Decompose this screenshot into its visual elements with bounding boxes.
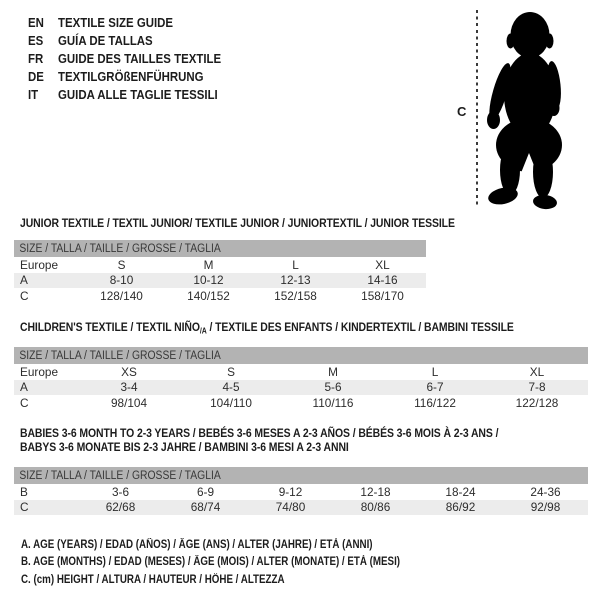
size-table-cell: 62/68 bbox=[105, 500, 136, 515]
size-table-cell: 6-9 bbox=[196, 484, 215, 499]
language-row bbox=[28, 49, 243, 67]
size-table-row bbox=[14, 364, 588, 380]
size-table-cell: 80/86 bbox=[360, 500, 391, 515]
baby-silhouette-icon bbox=[483, 10, 569, 210]
language-code: ES bbox=[28, 32, 44, 48]
size-table-cell: 92/98 bbox=[530, 500, 561, 515]
size-table-cell: 68/74 bbox=[190, 500, 221, 515]
size-table-cell: 3-6 bbox=[111, 484, 130, 499]
size-table-cell: 9-12 bbox=[278, 484, 303, 499]
size-table-header bbox=[14, 240, 426, 257]
size-table-row bbox=[14, 273, 426, 289]
size-table-row bbox=[14, 484, 588, 500]
section-title-text: JUNIOR TEXTILE / TEXTIL JUNIOR/ TEXTILE JUNIOR / JUNIORTEXTIL / JUNIOR TESSILE bbox=[20, 216, 455, 230]
language-label: TEXTILGRÖßENFÜHRUNG bbox=[58, 69, 204, 85]
figure-height-label: C bbox=[457, 104, 467, 119]
size-table-cell: 8-10 bbox=[109, 273, 134, 288]
language-label: GUÍA DE TALLAS bbox=[58, 32, 153, 48]
section-title bbox=[20, 321, 514, 338]
size-table-cell: 98/104 bbox=[110, 395, 148, 410]
size-table-cell: 110/116 bbox=[312, 395, 354, 410]
size-table-row bbox=[14, 380, 588, 396]
size-table-cell: 12-18 bbox=[360, 484, 391, 499]
section-title-text: /A bbox=[199, 326, 207, 336]
size-table-cell: 152/158 bbox=[274, 288, 317, 303]
row-label: C bbox=[20, 500, 29, 515]
language-row bbox=[28, 68, 243, 86]
size-table-row bbox=[14, 288, 426, 304]
size-table-cell: S bbox=[117, 257, 126, 272]
language-row bbox=[28, 31, 243, 49]
size-table-cell: XS bbox=[121, 364, 137, 379]
language-row bbox=[28, 13, 243, 31]
language-code: DE bbox=[28, 69, 44, 85]
size-table-cell: 74/80 bbox=[275, 500, 306, 515]
size-table-row bbox=[14, 257, 426, 273]
row-label: Europe bbox=[20, 364, 59, 379]
row-label: A bbox=[20, 273, 28, 288]
size-table-cell: 128/140 bbox=[100, 288, 143, 303]
section-title bbox=[20, 217, 455, 231]
language-label: GUIDA ALLE TAGLIE TESSILI bbox=[58, 87, 218, 103]
language-list bbox=[28, 13, 243, 104]
language-label: TEXTILE SIZE GUIDE bbox=[58, 14, 174, 30]
size-table-cell: 86/92 bbox=[445, 500, 476, 515]
size-table-header bbox=[14, 467, 588, 484]
size-table-header-label: SIZE / TALLA / TAILLE / GRÖSSE / TAGLIA bbox=[19, 349, 221, 362]
size-table-cell: 24-36 bbox=[530, 484, 561, 499]
size-table-cell: 18-24 bbox=[445, 484, 476, 499]
legend-item: B. AGE (MONTHS) / EDAD (MESES) / ÂGE (MOIS) / ALTER (MONATE) / ETÀ (MESI) bbox=[21, 556, 401, 569]
size-table bbox=[14, 240, 426, 304]
size-table-cell: 12-13 bbox=[280, 273, 311, 288]
row-label: A bbox=[20, 380, 28, 395]
row-label: C bbox=[20, 288, 29, 303]
language-code: EN bbox=[28, 14, 44, 30]
size-table-cell: 140/152 bbox=[187, 288, 230, 303]
size-table bbox=[14, 347, 588, 411]
size-table-cell: M bbox=[328, 364, 338, 379]
size-table-cell: 158/170 bbox=[361, 288, 404, 303]
size-table-cell: 4-5 bbox=[222, 380, 240, 395]
size-table-header-label: SIZE / TALLA / TAILLE / GRÖSSE / TAGLIA bbox=[19, 469, 221, 482]
legend-item: A. AGE (YEARS) / EDAD (AÑOS) / ÂGE (ANS) / ALTER (JAHRE) / ETÀ (ANNI) bbox=[21, 539, 373, 551]
size-table-cell: M bbox=[203, 257, 214, 272]
size-table bbox=[14, 467, 588, 515]
section-title-text: / TEXTILE DES ENFANTS / KINDERTEXTIL / BAMBINI TESSILE bbox=[206, 320, 514, 334]
language-code: IT bbox=[28, 87, 39, 103]
size-table-row bbox=[14, 500, 588, 516]
size-table-cell: L bbox=[431, 364, 439, 379]
language-label: GUIDE DES TAILLES TEXTILE bbox=[58, 50, 222, 66]
size-table-cell: 6-7 bbox=[426, 380, 444, 395]
size-table-header bbox=[14, 347, 588, 364]
section-title-text: CHILDREN'S TEXTILE / TEXTIL NIÑO bbox=[20, 320, 200, 334]
size-table-cell: XL bbox=[375, 257, 390, 272]
size-table-cell: 7-8 bbox=[528, 380, 546, 395]
legend bbox=[21, 537, 467, 589]
size-table-row bbox=[14, 395, 588, 411]
size-table-cell: L bbox=[292, 257, 299, 272]
size-table-cell: 5-6 bbox=[324, 380, 342, 395]
size-table-cell: 104/110 bbox=[210, 395, 252, 410]
row-label: B bbox=[20, 484, 28, 499]
size-table-cell: 116/122 bbox=[414, 395, 456, 410]
language-row bbox=[28, 86, 243, 104]
row-label: C bbox=[20, 395, 29, 410]
section-title-text: BABYS 3-6 MONATE BIS 2-3 JAHRE / BAMBINI 3-6 MESI A 2-3 ANNI bbox=[20, 439, 349, 454]
section-title-text: BABIES 3-6 MONTH TO 2-3 YEARS / BEBÉS 3-6 MESES A 2-3 AÑOS / BÉBÉS 3-6 MOIS À 2-3 ANS / bbox=[20, 426, 499, 440]
size-table-header-label: SIZE / TALLA / TAILLE / GRÖSSE / TAGLIA bbox=[19, 242, 221, 255]
section-title bbox=[20, 427, 498, 454]
row-label: Europe bbox=[20, 257, 59, 272]
size-table-cell: 14-16 bbox=[367, 273, 398, 288]
size-table-cell: 10-12 bbox=[193, 273, 224, 288]
size-table-cell: 122/128 bbox=[515, 395, 559, 410]
legend-item: C. (cm) HEIGHT / ALTURA / HAUTEUR / HÖHE / ALTEZZA bbox=[21, 573, 285, 586]
height-measure-dashed-line bbox=[476, 10, 478, 207]
size-table-cell: XL bbox=[529, 364, 545, 379]
language-code: FR bbox=[28, 50, 44, 66]
size-table-cell: S bbox=[227, 364, 235, 379]
size-table-cell: 3-4 bbox=[120, 380, 138, 395]
